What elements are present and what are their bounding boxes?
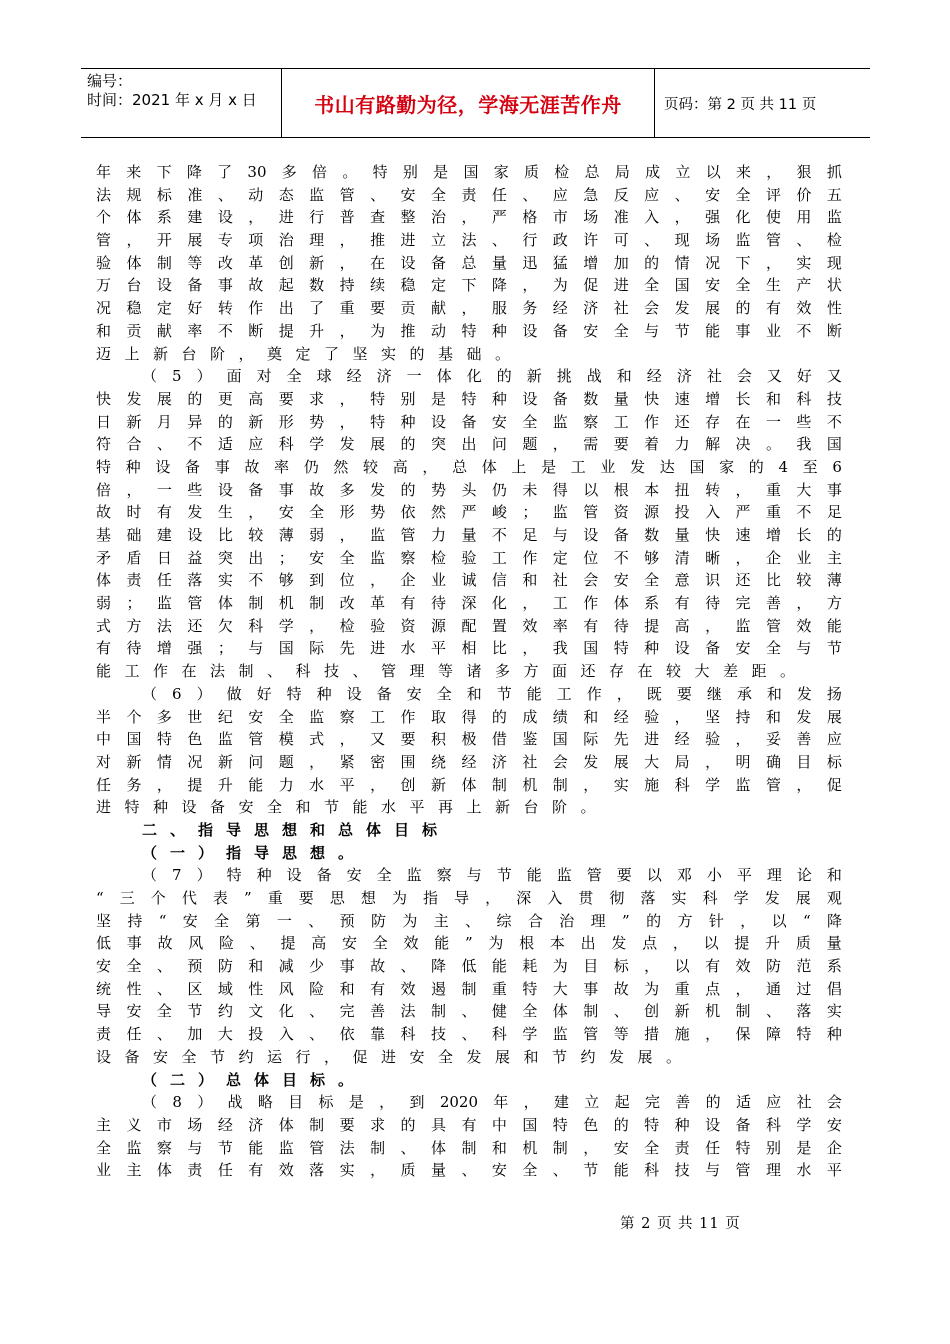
paragraph-line: 有 待 增 强 ； 与 国 际 先 进 水 平 相 比 ， 我 国 特 种 设 备 安 全 与 节: [96, 639, 842, 658]
paragraph-line: 中 国 特 色 监 管 模 式 ， 又 要 积 极 借 鉴 国 际 先 进 经 验 ， 妥 善 应: [96, 730, 842, 749]
header-meta: [81, 69, 282, 137]
paragraph-line: “ 三 个 代 表 ” 重 要 思 想 为 指 导 ， 深 入 贯 彻 落 实 科 学 发 展 观: [96, 889, 842, 907]
paragraph-line: 法 规 标 准 、 动 态 监 管 、 安 全 责 任 、 应 急 反 应 、 安 全 评 价 五: [96, 185, 842, 204]
paragraph-line: 坚 持 “ 安 全 第 一 、 预 防 为 主 、 综 合 治 理 ” 的 方 针 ， 以 “ 降: [96, 911, 842, 930]
paragraph-line: （ 5 ） 面 对 全 球 经 济 一 体 化 的 新 挑 战 和 经 济 社 会 又 好 又: [142, 367, 842, 386]
paragraph-line: 低 事 故 风 险 、 提 高 安 全 效 能 ” 为 根 本 出 发 点 ， 以 提 升 质 量: [96, 934, 842, 953]
page-footer: 第 2 页 共 11 页: [620, 1216, 741, 1232]
paragraph-line: 全 监 察 与 节 能 监 管 法 制 、 体 制 和 机 制 ， 安 全 责 任 特 别 是 企: [96, 1138, 842, 1157]
section-heading: 二、指导思想和总体目标: [142, 820, 451, 839]
paragraph-line: 年 来 下 降 了 30 多 倍 。 特 别 是 国 家 质 检 总 局 成 立 以 来 ， 狠 抓: [96, 163, 842, 181]
paragraph-line: 快 发 展 的 更 高 要 求 ， 特 别 是 特 种 设 备 数 量 快 速 增 长 和 科 技: [96, 389, 842, 408]
paragraph-line: 倍 ， 一 些 设 备 事 故 多 发 的 势 头 仍 未 得 以 根 本 扭 转 ， 重 大 事: [96, 480, 842, 499]
paragraph-line: 业 主 体 责 任 有 效 落 实 ， 质 量 、 安 全 、 节 能 科 技 与 管 理 水 平: [96, 1161, 842, 1180]
header-motto: 书山有路勤为径，学海无涯苦作舟: [314, 92, 622, 117]
paragraph-line: 责 任 、 加 大 投 入 、 依 靠 科 技 、 科 学 监 管 等 措 施 ， 保 障 特 种: [96, 1025, 842, 1044]
paragraph-line: 统 性 、 区 域 性 风 险 和 有 效 遏 制 重 特 大 事 故 为 重 点 ， 通 过 倡: [96, 979, 842, 998]
paragraph-line: 主 义 市 场 经 济 体 制 要 求 的 具 有 中 国 特 色 的 特 种 设 备 科 学 安: [96, 1115, 842, 1134]
document-date: 时间：2021 年 x 月 x 日: [87, 91, 257, 109]
paragraph-line: 验 体 制 等 改 革 创 新 ， 在 设 备 总 量 迅 猛 增 加 的 情 况 下 ， 实 现: [96, 253, 842, 272]
paragraph-line: 设备安全节约运行，促进安全发展和节约发展。: [96, 1047, 695, 1066]
paragraph-line: 导 安 全 节 约 文 化 、 完 善 法 制 、 健 全 体 制 、 创 新 机 制 、 落 实: [96, 1002, 842, 1021]
paragraph-line: 安 全 、 预 防 和 减 少 事 故 、 降 低 能 耗 为 目 标 ， 以 有 效 防 范 系: [96, 957, 842, 976]
paragraph-line: 基 础 建 设 比 较 薄 弱 ， 监 管 力 量 不 足 与 设 备 数 量 快 速 增 长 的: [96, 526, 842, 544]
subsection-heading: （二）总体目标。: [142, 1070, 367, 1089]
paragraph-line: 体 责 任 落 实 不 够 到 位 ， 企 业 诚 信 和 社 会 安 全 意 识 还 比 较 薄: [96, 571, 842, 590]
header-motto-cell: [282, 69, 655, 137]
paragraph-line: （ 6 ） 做 好 特 种 设 备 安 全 和 节 能 工 作 ， 既 要 继 承 和 发 扬: [142, 684, 842, 703]
header-page-info: 页码：第 2 页 共 11 页: [664, 96, 817, 113]
paragraph-line: 日 新 月 异 的 新 形 势 ， 特 种 设 备 安 全 监 察 工 作 还 存 在 一 些 不: [96, 412, 842, 431]
paragraph-line: 管 ， 开 展 专 项 治 理 ， 推 进 立 法 、 行 政 许 可 、 现 场 监 管 、 检: [96, 231, 842, 250]
paragraph-line: 万 台 设 备 事 故 起 数 持 续 稳 定 下 降 ， 为 促 进 全 国 安 全 生 产 状: [96, 276, 842, 295]
paragraph-line: 能工作在法制、科技、管理等诸多方面还存在较大差距。: [96, 662, 809, 681]
header-page-info-cell: [655, 69, 870, 137]
paragraph-line: （ 8 ） 战 略 目 标 是 ， 到 2020 年 ， 建 立 起 完 善 的 适 应 社 会: [142, 1093, 842, 1112]
paragraph-line: 个 体 系 建 设 ， 进 行 普 查 整 治 ， 严 格 市 场 准 入 ， 强 化 使 用 监: [96, 208, 842, 227]
paragraph-line: 弱 ； 监 管 体 制 机 制 改 革 有 待 深 化 ， 工 作 体 系 有 待 完 善 ， 方: [96, 594, 842, 613]
subsection-heading: （一）指导思想。: [142, 843, 367, 862]
paragraph-line: 符 合 、 不 适 应 科 学 发 展 的 突 出 问 题 ， 需 要 着 力 解 决 。 我 国: [96, 435, 842, 454]
paragraph-line: 特 种 设 备 事 故 率 仍 然 较 高 ， 总 体 上 是 工 业 发 达 国 家 的 4 至 6: [96, 457, 842, 476]
paragraph-line: 式 方 法 还 欠 科 学 ， 检 验 资 源 配 置 效 率 有 待 提 高 ， 监 管 效 能: [96, 616, 842, 635]
paragraph-line: 进特种设备安全和节能水平再上新台阶。: [96, 798, 610, 817]
paragraph-line: 迈上新台阶，奠定了坚实的基础。: [96, 344, 524, 363]
document-body: [96, 161, 842, 1182]
paragraph-line: （ 7 ） 特 种 设 备 安 全 监 察 与 节 能 监 管 要 以 邓 小 平 理 论 和: [142, 866, 842, 885]
paragraph-line: 故 时 有 发 生 ， 安 全 形 势 依 然 严 峻 ； 监 管 资 源 投 入 严 重 不 足: [96, 503, 842, 522]
paragraph-line: 和 贡 献 率 不 断 提 升 ， 为 推 动 特 种 设 备 安 全 与 节 能 事 业 不 断: [96, 321, 842, 340]
document-number-label: 编号：: [87, 72, 133, 90]
page-header: [81, 68, 870, 138]
paragraph-line: 半 个 多 世 纪 安 全 监 察 工 作 取 得 的 成 绩 和 经 验 ， 坚 持 和 发 展: [96, 707, 842, 726]
paragraph-line: 矛 盾 日 益 突 出 ； 安 全 监 察 检 验 工 作 定 位 不 够 清 晰 ， 企 业 主: [96, 548, 842, 567]
paragraph-line: 况 稳 定 好 转 作 出 了 重 要 贡 献 ， 服 务 经 济 社 会 发 展 的 有 效 性: [96, 299, 842, 318]
paragraph-line: 对 新 情 况 新 问 题 ， 紧 密 围 绕 经 济 社 会 发 展 大 局 ， 明 确 目 标: [96, 752, 842, 771]
paragraph-line: 任 务 ， 提 升 能 力 水 平 ， 创 新 体 制 机 制 ， 实 施 科 学 监 管 ， 促: [96, 775, 842, 794]
